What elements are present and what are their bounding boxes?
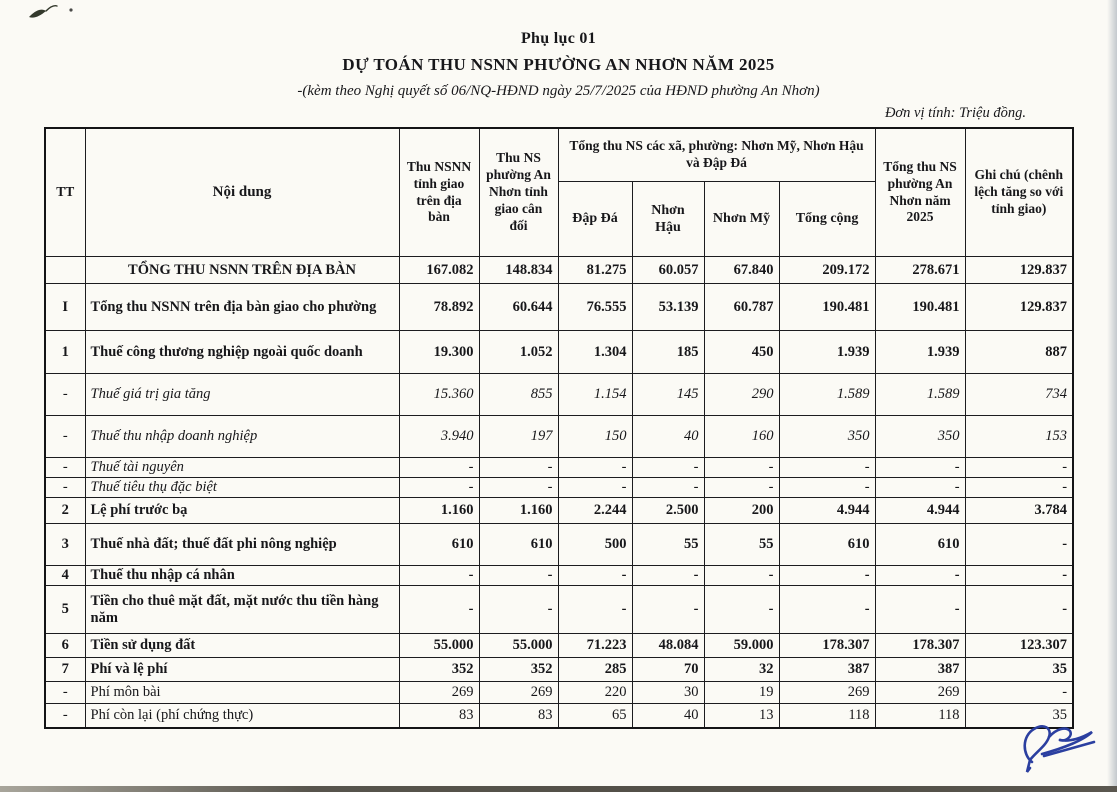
row-value: - (965, 586, 1073, 634)
row-value: 167.082 (399, 257, 479, 284)
table-row (45, 658, 1073, 682)
row-value: 65 (558, 704, 632, 728)
header-noi-dung: Nội dung (85, 128, 399, 257)
row-value: 200 (704, 498, 779, 524)
row-label: Lệ phí trước bạ (85, 498, 399, 524)
row-value: 269 (479, 682, 558, 704)
row-value: 1.160 (479, 498, 558, 524)
row-value: - (965, 566, 1073, 586)
row-tt: - (45, 682, 85, 704)
row-value: - (479, 566, 558, 586)
row-label: Tổng thu NSNN trên địa bàn giao cho phường (85, 284, 399, 331)
row-value: 55 (632, 524, 704, 566)
row-value: 3.940 (399, 416, 479, 458)
header-ghi-chu: Ghi chú (chênh lệch tăng so với tỉnh giao) (965, 128, 1073, 257)
row-value: 30 (632, 682, 704, 704)
table-row (45, 284, 1073, 331)
row-value: - (632, 566, 704, 586)
row-value: 178.307 (779, 634, 875, 658)
row-value: 352 (399, 658, 479, 682)
row-tt: - (45, 458, 85, 478)
row-value: - (965, 458, 1073, 478)
row-tt: 5 (45, 586, 85, 634)
scan-right-edge (1107, 0, 1117, 792)
row-value: 1.160 (399, 498, 479, 524)
row-value: 83 (479, 704, 558, 728)
row-value: 220 (558, 682, 632, 704)
table-row (45, 704, 1073, 728)
header-tong-cong: Tổng cộng (779, 182, 875, 257)
appendix-label: Phụ lục 01 (520, 30, 596, 47)
row-label: Phí còn lại (phí chứng thực) (85, 704, 399, 728)
row-value: 350 (875, 416, 965, 458)
row-value: - (558, 586, 632, 634)
row-tt: - (45, 416, 85, 458)
row-value: - (399, 566, 479, 586)
row-value: 269 (875, 682, 965, 704)
row-value: 1.939 (875, 331, 965, 374)
row-value: 197 (479, 416, 558, 458)
row-value: - (479, 586, 558, 634)
row-value: 59.000 (704, 634, 779, 658)
row-value: 48.084 (632, 634, 704, 658)
header-nhon-hau: Nhơn Hậu (632, 182, 704, 257)
row-value: 3.784 (965, 498, 1073, 524)
header-tt: TT (45, 128, 85, 257)
row-value: - (875, 478, 965, 498)
row-value: 610 (875, 524, 965, 566)
row-label: Tiền sử dụng đất (85, 634, 399, 658)
row-label: Thuế thu nhập doanh nghiệp (85, 416, 399, 458)
row-value: - (704, 478, 779, 498)
row-value: 278.671 (875, 257, 965, 284)
pen-mark-icon (16, 2, 76, 32)
row-value: 60.057 (632, 257, 704, 284)
row-value: 19 (704, 682, 779, 704)
row-value: 4.944 (779, 498, 875, 524)
row-value: 190.481 (875, 284, 965, 331)
row-value: 285 (558, 658, 632, 682)
row-value: 67.840 (704, 257, 779, 284)
row-value: 610 (479, 524, 558, 566)
row-value: 83 (399, 704, 479, 728)
table-row (45, 682, 1073, 704)
row-tt: - (45, 478, 85, 498)
row-tt: 4 (45, 566, 85, 586)
row-label: Thuế nhà đất; thuế đất phi nông nghiệp (85, 524, 399, 566)
row-value: - (779, 586, 875, 634)
row-value: 1.052 (479, 331, 558, 374)
header-thu-ns-phuong-can-doi: Thu NS phường An Nhơn tỉnh giao cân đối (479, 128, 558, 257)
row-label: Thuế tiêu thụ đặc biệt (85, 478, 399, 498)
row-label: Phí môn bài (85, 682, 399, 704)
row-value: 352 (479, 658, 558, 682)
row-label: Thuế công thương nghiệp ngoài quốc doanh (85, 331, 399, 374)
row-value: - (875, 458, 965, 478)
row-label: Thuế thu nhập cá nhân (85, 566, 399, 586)
row-value: - (875, 586, 965, 634)
row-value: 4.944 (875, 498, 965, 524)
row-value: 610 (779, 524, 875, 566)
row-value: 887 (965, 331, 1073, 374)
row-value: - (965, 524, 1073, 566)
table-row (45, 478, 1073, 498)
row-tt: 3 (45, 524, 85, 566)
header-dap-da: Đập Đá (558, 182, 632, 257)
row-label: Phí và lệ phí (85, 658, 399, 682)
row-value: 76.555 (558, 284, 632, 331)
document-title: DỰ TOÁN THU NSNN PHƯỜNG AN NHƠN NĂM 2025 (342, 55, 775, 74)
table-row (45, 524, 1073, 566)
row-tt: - (45, 374, 85, 416)
row-tt: 1 (45, 331, 85, 374)
row-value: - (704, 566, 779, 586)
header-tong-thu-2025: Tổng thu NS phường An Nhơn năm 2025 (875, 128, 965, 257)
row-value: 53.139 (632, 284, 704, 331)
row-value: 70 (632, 658, 704, 682)
row-value: 40 (632, 704, 704, 728)
row-value: 35 (965, 658, 1073, 682)
row-value: - (558, 566, 632, 586)
row-value: 13 (704, 704, 779, 728)
row-value: - (479, 478, 558, 498)
row-value: - (479, 458, 558, 478)
row-value: 71.223 (558, 634, 632, 658)
row-value: 55.000 (399, 634, 479, 658)
scan-bottom-edge (0, 786, 1117, 792)
row-value: 185 (632, 331, 704, 374)
row-value: 118 (875, 704, 965, 728)
row-value: - (399, 458, 479, 478)
row-value: - (965, 478, 1073, 498)
table-body (45, 257, 1073, 728)
row-value: 60.787 (704, 284, 779, 331)
row-value: 387 (779, 658, 875, 682)
row-value: - (558, 458, 632, 478)
header-nhon-my: Nhơn Mỹ (704, 182, 779, 257)
row-value: 1.154 (558, 374, 632, 416)
row-value: 160 (704, 416, 779, 458)
row-value: 15.360 (399, 374, 479, 416)
row-value: 35 (965, 704, 1073, 728)
row-value: 40 (632, 416, 704, 458)
table-row (45, 257, 1073, 284)
row-value: - (704, 586, 779, 634)
row-value: - (965, 682, 1073, 704)
row-value: 387 (875, 658, 965, 682)
row-value: 19.300 (399, 331, 479, 374)
table-row (45, 458, 1073, 478)
row-value: 855 (479, 374, 558, 416)
row-value: - (779, 566, 875, 586)
row-value: 129.837 (965, 284, 1073, 331)
row-value: - (875, 566, 965, 586)
row-value: 450 (704, 331, 779, 374)
row-tt (45, 257, 85, 284)
row-value: 269 (399, 682, 479, 704)
table-row (45, 374, 1073, 416)
row-value: 2.244 (558, 498, 632, 524)
row-tt: - (45, 704, 85, 728)
row-tt: 2 (45, 498, 85, 524)
row-value: 148.834 (479, 257, 558, 284)
header-group-xa-phuong: Tổng thu NS các xã, phường: Nhơn Mỹ, Nhơn Hậu và Đập Đá (558, 128, 875, 182)
row-tt: I (45, 284, 85, 331)
row-value: 153 (965, 416, 1073, 458)
row-value: 32 (704, 658, 779, 682)
row-value: 269 (779, 682, 875, 704)
row-value: 1.589 (875, 374, 965, 416)
table-row (45, 498, 1073, 524)
row-value: 209.172 (779, 257, 875, 284)
row-value: 1.939 (779, 331, 875, 374)
row-label: Thuế giá trị gia tăng (85, 374, 399, 416)
row-value: 178.307 (875, 634, 965, 658)
row-value: 150 (558, 416, 632, 458)
row-value: - (399, 586, 479, 634)
row-value: 1.589 (779, 374, 875, 416)
table-row (45, 634, 1073, 658)
row-value: 2.500 (632, 498, 704, 524)
row-value: - (399, 478, 479, 498)
header-thu-nsnn-tinh-giao: Thu NSNN tỉnh giao trên địa bàn (399, 128, 479, 257)
unit-note: Đơn vị tính: Triệu đồng. (884, 105, 1026, 121)
row-value: 55.000 (479, 634, 558, 658)
row-value: 500 (558, 524, 632, 566)
row-value: - (779, 478, 875, 498)
row-value: - (779, 458, 875, 478)
row-value: - (704, 458, 779, 478)
row-value: 734 (965, 374, 1073, 416)
row-value: 1.304 (558, 331, 632, 374)
row-value: 55 (704, 524, 779, 566)
row-value: 81.275 (558, 257, 632, 284)
row-value: - (632, 478, 704, 498)
row-value: 610 (399, 524, 479, 566)
row-value: 350 (779, 416, 875, 458)
row-value: - (632, 586, 704, 634)
row-value: 290 (704, 374, 779, 416)
row-label: Tiền cho thuê mặt đất, mặt nước thu tiền hàng năm (85, 586, 399, 634)
row-label: TỔNG THU NSNN TRÊN ĐỊA BÀN (85, 257, 399, 284)
row-value: - (632, 458, 704, 478)
row-value: 118 (779, 704, 875, 728)
row-value: 78.892 (399, 284, 479, 331)
signature-stroke (1025, 726, 1094, 772)
budget-table (44, 127, 1074, 729)
row-value: 190.481 (779, 284, 875, 331)
signature-icon (1014, 716, 1109, 786)
row-tt: 6 (45, 634, 85, 658)
row-tt: 7 (45, 658, 85, 682)
document-subtitle: -(kèm theo Nghị quyết số 06/NQ-HĐND ngày 25/7/2025 của HĐND phường An Nhơn) (297, 83, 820, 99)
row-value: - (558, 478, 632, 498)
table-row (45, 586, 1073, 634)
table-row (45, 566, 1073, 586)
table-row (45, 331, 1073, 374)
row-label: Thuế tài nguyên (85, 458, 399, 478)
row-value: 145 (632, 374, 704, 416)
row-value: 60.644 (479, 284, 558, 331)
row-value: 123.307 (965, 634, 1073, 658)
table-row (45, 416, 1073, 458)
row-value: 129.837 (965, 257, 1073, 284)
